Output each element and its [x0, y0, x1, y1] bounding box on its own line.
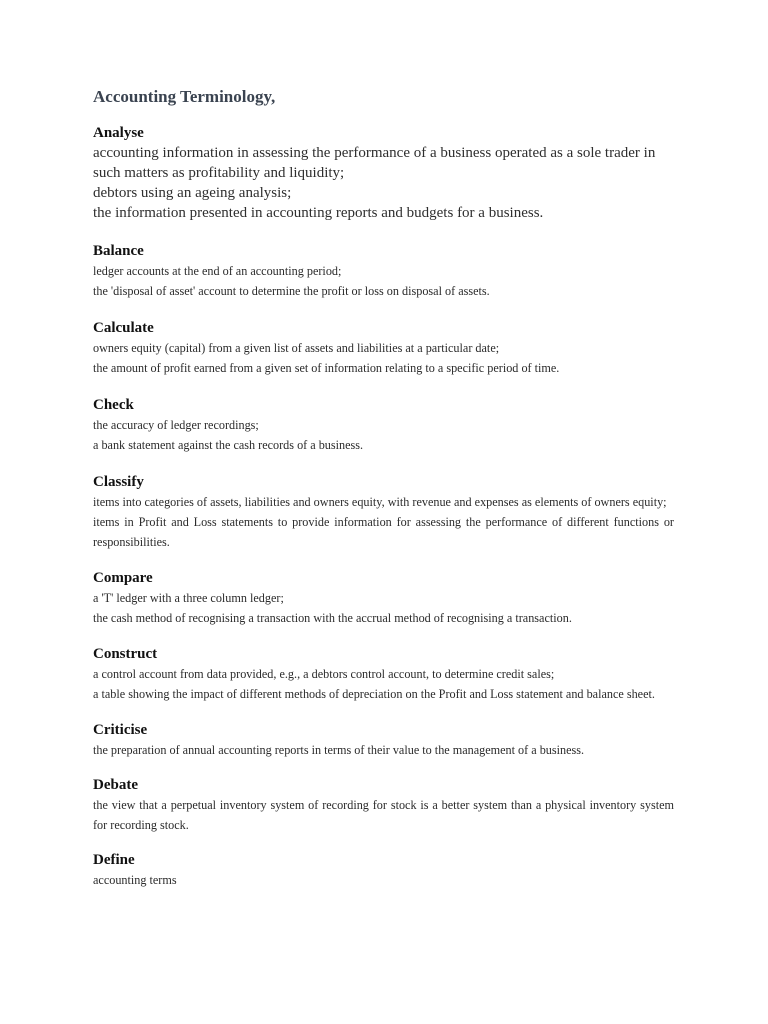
term-criticise — [93, 721, 674, 760]
term-heading: Criticise — [93, 722, 148, 738]
term-definition-line: a control account from data provided, e.g., a debtors control account, to determine credit sales; — [93, 667, 555, 681]
term-definition-line: accounting terms — [93, 873, 177, 887]
term-calculate — [93, 319, 674, 378]
term-definition-line: a bank statement against the cash records of a business. — [93, 438, 364, 452]
term-heading: Classify — [93, 474, 144, 490]
document-page — [93, 86, 674, 890]
term-definition-line: accounting information in assessing the performance of a business operated as a sole trader in such matters as profitability and liquidity; — [93, 145, 656, 181]
term-heading: Compare — [93, 570, 153, 586]
term-definition-line: the 'disposal of asset' account to determine the profit or loss on disposal of assets. — [93, 284, 490, 298]
term-balance — [93, 242, 674, 301]
term-definition-line: the amount of profit earned from a given set of information relating to a specific period of time. — [93, 361, 560, 375]
document-title: Accounting Terminology, — [93, 87, 276, 106]
term-definition-line: owners equity (capital) from a given list of assets and liabilities at a particular date; — [93, 341, 500, 355]
term-heading: Check — [93, 397, 134, 413]
term-definition-line: the view that a perpetual inventory system of recording for stock is a better system than a physical inventory system for recording stock. — [93, 798, 674, 832]
term-definition-line: the preparation of annual accounting reports in terms of their value to the management of a business. — [93, 743, 585, 757]
term-compare — [93, 569, 674, 628]
term-definition-line: debtors using an ageing analysis; — [93, 185, 292, 201]
term-analyse — [93, 124, 674, 223]
term-definition-line: the accuracy of ledger recordings; — [93, 418, 259, 432]
term-define — [93, 851, 674, 890]
term-heading: Debate — [93, 777, 138, 793]
term-construct — [93, 645, 674, 704]
term-definition-line: a 'T' ledger with a three column ledger; — [93, 591, 284, 605]
term-definition-line: ledger accounts at the end of an accounting period; — [93, 264, 342, 278]
term-definition-line: items into categories of assets, liabilities and owners equity, with revenue and expenses as elements of owners equity; — [93, 495, 667, 509]
term-heading: Analyse — [93, 125, 144, 141]
term-debate — [93, 776, 674, 835]
term-heading: Calculate — [93, 320, 154, 336]
term-heading: Balance — [93, 243, 144, 259]
term-heading: Define — [93, 852, 135, 868]
term-classify — [93, 473, 674, 552]
term-definition-line: the information presented in accounting reports and budgets for a business. — [93, 205, 544, 221]
term-check — [93, 396, 674, 455]
term-definition-line: items in Profit and Loss statements to provide information for assessing the performance of different functions or responsibilities. — [93, 515, 674, 549]
term-heading: Construct — [93, 646, 158, 662]
term-definition-line: the cash method of recognising a transaction with the accrual method of recognising a transaction. — [93, 611, 572, 625]
term-definition-line: a table showing the impact of different methods of depreciation on the Profit and Loss statement and balance sheet. — [93, 687, 655, 701]
